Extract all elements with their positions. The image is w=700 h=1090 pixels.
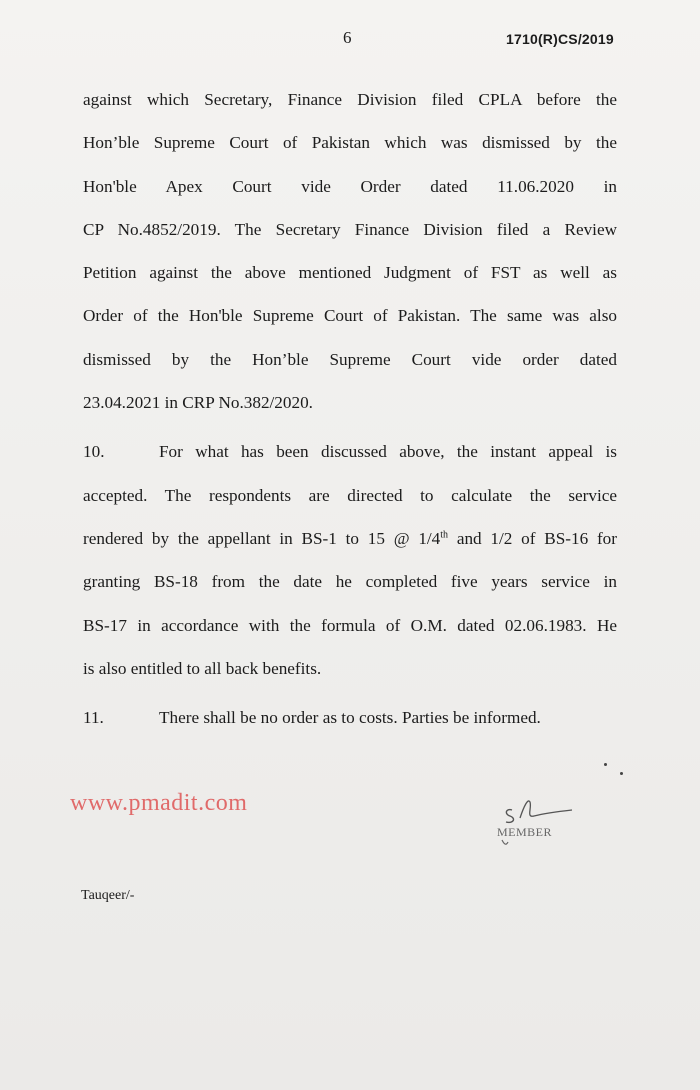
text-line: CP No.4852/2019. The Secretary Finance Division filed a Review	[83, 219, 617, 239]
text-line: 23.04.2021 in CRP No.382/2020.	[83, 393, 313, 413]
typist-initials: Tauqeer/-	[81, 888, 135, 903]
text-line: granting BS-18 from the date he completed five years service in	[83, 572, 617, 592]
paragraph-10	[83, 430, 617, 690]
page-number: 6	[343, 28, 352, 47]
watermark: www.pmadit.com	[70, 790, 248, 816]
member-stamp: MEMBER	[497, 825, 553, 839]
text-line: Petition against the above mentioned Judgment of FST as well as	[83, 263, 617, 283]
paragraph-number: 10.	[83, 442, 105, 462]
text-line: accepted. The respondents are directed to calculate the service	[83, 485, 617, 505]
text-line: For what has been discussed above, the instant appeal is	[159, 442, 617, 462]
paragraph-number: 11.	[83, 708, 104, 728]
paragraph-11	[83, 696, 617, 739]
judgment-body	[83, 78, 617, 739]
text-line: Hon'ble Apex Court vide Order dated 11.06.2020 in	[83, 176, 617, 196]
text-line: BS-17 in accordance with the formula of O.M. dated 02.06.1983. He	[83, 615, 617, 635]
case-reference: 1710(R)CS/2019	[506, 31, 614, 47]
text-line: against which Secretary, Finance Division filed CPLA before the	[83, 90, 617, 109]
text-line: Order of the Hon'ble Supreme Court of Pakistan. The same was also	[83, 306, 617, 326]
text-line: Hon’ble Supreme Court of Pakistan which was dismissed by the	[83, 133, 617, 153]
continuation-paragraph	[83, 78, 617, 424]
text-line: rendered by the appellant in BS-1 to 15 @ 1/4th and 1/2 of BS-16 for	[83, 528, 617, 548]
signature-icon	[494, 788, 594, 858]
text-line: is also entitled to all back benefits.	[83, 658, 322, 678]
superscript: th	[440, 529, 449, 541]
text-line: There shall be no order as to costs. Parties be informed.	[159, 708, 541, 728]
text-line: dismissed by the Hon’ble Supreme Court vide order dated	[83, 349, 617, 369]
